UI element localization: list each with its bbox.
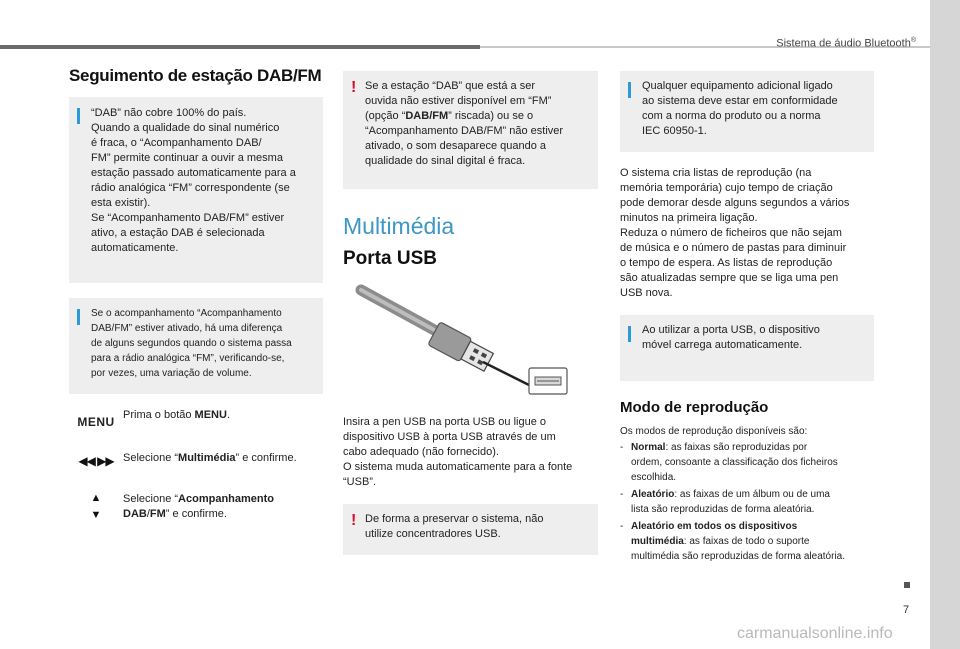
note-text: Qualquer equipamento adicional ligado ao sistema deve estar em conformidade com a norma do produto ou a norma IEC 60950-1. xyxy=(642,80,838,137)
note-text: De forma a preservar o sistema, não utilize concentradores USB. xyxy=(365,513,544,540)
note-text: “DAB” não cobre 100% do país. Quando a qualidade do sinal numérico é fraca, o “Acompanhamento DAB/ FM” permite continuar a ouvir a mesma estação passado automaticamente para a rádio analógica “FM” correspondente (se esta existir). Se “Acompanhamento DAB/FM” estiver ativo, a estação DAB é selecionada automaticamente. xyxy=(91,107,296,254)
watermark: carmanualsonline.info xyxy=(737,625,893,642)
info-bar-icon xyxy=(628,82,631,98)
info-note-dab-coverage xyxy=(69,97,323,283)
column-left xyxy=(69,66,323,523)
usb-plug-illustration xyxy=(343,282,598,405)
info-bar-icon xyxy=(628,326,631,342)
usb-port-heading: Porta USB xyxy=(343,248,437,269)
warning-note-usb-hub xyxy=(343,504,598,555)
info-note-charging xyxy=(620,315,874,381)
section-heading-dab-fm: Seguimento de estação DAB/FM xyxy=(69,66,322,85)
list-item: - Normal: as faixas são reproduzidas por ordem, consoante a classificação dos ficheiros escolhida. xyxy=(620,442,838,483)
multimedia-heading: Multimédia xyxy=(343,213,455,239)
running-header: Sistema de áudio Bluetooth® xyxy=(776,37,916,50)
step-select-tracking xyxy=(69,490,323,523)
info-bar-icon xyxy=(77,309,80,325)
up-down-arrows-icon: ▲ ▼ xyxy=(90,492,102,521)
note-text: Se o acompanhamento “Acompanhamento DAB/FM” estiver ativado, há uma diferença de alguns segundos quando o sistema passa para a rádio analógica “FM”, verificando-se, por vezes, uma variação de volume. xyxy=(91,308,292,379)
warning-note-dab-fm xyxy=(343,71,598,189)
step-text: Selecione “Acompanhamento DAB/FM” e confirme. xyxy=(123,493,275,520)
continuation-mark-icon xyxy=(904,582,910,588)
step-select-multimedia xyxy=(69,451,323,468)
column-right xyxy=(620,71,874,564)
info-note-volume xyxy=(69,298,323,394)
step-text: Prima o botão MENU. xyxy=(123,409,230,421)
list-item: - Aleatório em todos os dispositivos multimédia: as faixas de todo o suporte multimédia são reproduzidas de forma aleatória. xyxy=(620,521,845,562)
page-number: 7 xyxy=(903,604,910,616)
header-rule-dark xyxy=(0,45,480,49)
step-press-menu xyxy=(69,408,323,429)
list-item: - Aleatório: as faixas de um álbum ou de uma lista são reproduzidas de forma aleatória. xyxy=(620,489,830,515)
info-bar-icon xyxy=(77,108,80,124)
playback-mode-heading: Modo de reprodução xyxy=(620,399,769,416)
left-right-arrows-icon: ◀◀ ▶▶ xyxy=(78,454,114,468)
exclamation-icon: ! xyxy=(351,512,357,529)
playlist-info-text: O sistema cria listas de reprodução (na memória temporária) cujo tempo de criação pode demorar desde alguns segundos a vários minutos na primeira ligação. Reduza o número de ficheiros que não sejam de música e o número de pastas para diminuir o tempo de espera. As listas de reprodução são atualizadas sempre que se liga uma pen USB nova. xyxy=(620,167,850,299)
usb-instructions: Insira a pen USB na porta USB ou ligue o dispositivo USB à porta USB através de um cabo adequado (não fornecido). O sistema muda automaticamente para a fonte “USB”. xyxy=(343,416,573,488)
menu-button-icon: MENU xyxy=(77,415,115,429)
page-edge-band xyxy=(930,0,960,649)
list-intro: Os modos de reprodução disponíveis são: xyxy=(620,426,808,437)
step-text: Selecione “Multimédia” e confirme. xyxy=(123,452,297,464)
note-text: Ao utilizar a porta USB, o dispositivo móvel carrega automaticamente. xyxy=(642,324,820,351)
note-text: Se a estação “DAB” que está a ser ouvida não estiver disponível em “FM” (opção “DAB/FM” riscada) ou se o “Acompanhamento DAB/FM” não estiver ativado, o som desaparece quando a qualidade do sinal digital é fraca. xyxy=(365,80,564,167)
playback-mode-list xyxy=(620,424,874,564)
info-note-iec-standard xyxy=(620,71,874,152)
column-middle xyxy=(343,71,598,555)
exclamation-icon: ! xyxy=(351,79,357,96)
